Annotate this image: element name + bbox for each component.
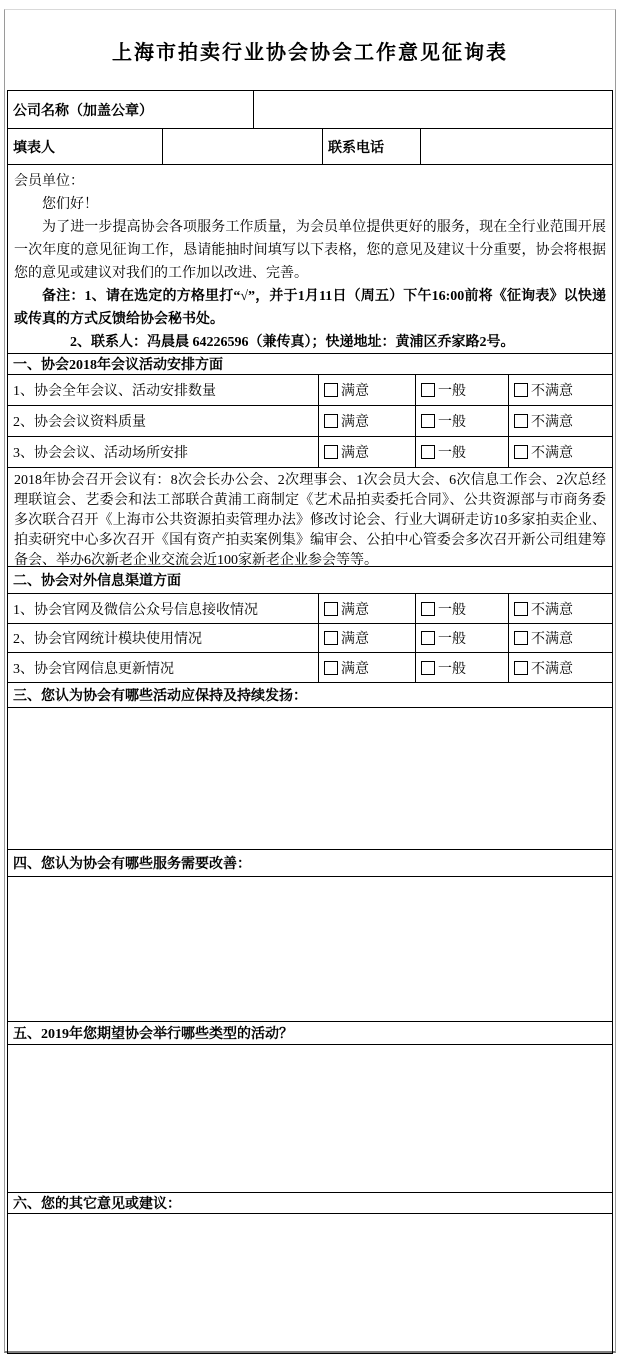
option-cell-unsatisfied [508, 594, 612, 623]
option-cell-neutral [415, 437, 508, 467]
section-three-title: 三、您认为协会有哪些活动应保持及持续发扬： [13, 689, 307, 704]
option-label: 满意 [341, 384, 369, 399]
option-label: 满意 [341, 415, 369, 430]
phone-input[interactable] [420, 129, 612, 164]
form-page [4, 9, 616, 1353]
checkbox-icon[interactable] [514, 602, 528, 616]
answer-area-5[interactable] [8, 1045, 612, 1192]
intro-row [8, 164, 612, 353]
filler-label: 填表人 [13, 140, 55, 156]
rating-row [8, 593, 612, 623]
answer-area-6[interactable] [8, 1214, 612, 1353]
option-cell-satisfied [318, 437, 415, 467]
title-block [7, 10, 613, 90]
option-cell-neutral [415, 624, 508, 652]
option-cell-unsatisfied [508, 437, 612, 467]
answer-area-4[interactable] [8, 877, 612, 1021]
section-five-title: 五、2019年您期望协会举行哪些类型的活动？ [13, 1027, 293, 1042]
option-cell-satisfied [318, 624, 415, 652]
form-table [7, 90, 613, 1354]
option-label: 不满意 [531, 602, 573, 618]
checkbox-icon[interactable] [324, 383, 338, 397]
option-label: 满意 [341, 632, 369, 647]
section-one-header [8, 353, 612, 374]
intro-note-1: 备注：1、请在选定的方格里打“√”，并于1月11日（周五）下午16:00前将《征询表》以快递或传真的方式反馈给协会秘书处。 [14, 289, 606, 327]
option-cell-neutral [415, 594, 508, 623]
checkbox-icon[interactable] [421, 383, 435, 397]
section-six-body [8, 1213, 612, 1353]
intro-text [8, 165, 612, 353]
section-six-title: 六、您的其它意见或建议： [13, 1197, 181, 1212]
rating-row [8, 436, 612, 467]
option-label: 满意 [341, 602, 369, 618]
phone-label: 联系电话 [322, 129, 420, 164]
rating-row [8, 405, 612, 436]
option-label: 不满意 [531, 415, 573, 430]
option-label: 一般 [438, 602, 466, 618]
section-one-title: 一、协会2018年会议活动安排方面 [13, 358, 223, 373]
checkbox-icon[interactable] [514, 631, 528, 645]
checkbox-icon[interactable] [421, 445, 435, 459]
option-cell-neutral [415, 653, 508, 682]
option-label: 一般 [438, 632, 466, 647]
checkbox-icon[interactable] [421, 661, 435, 675]
option-label: 不满意 [531, 632, 573, 647]
summary-2018-text: 2018年协会召开会议有：8次会长办公会、2次理事会、1次会员大会、6次信息工作会、2次总经理联谊会、艺委会和法工部联合黄浦工商制定《艺术品拍卖委托合同》、公共资源部与市商务委多次联合召开《上海市公共资源拍卖管理办法》修改讨论会、行业大调研走访10多家拍卖企业、拍卖研究中心多次召开《国有资产拍卖案例集》编审会、公拍中心管委会多次召开新公司组建筹备会、举办6次新老企业交流会近100家新老企业参会等等。 [14, 473, 606, 566]
company-row [8, 91, 612, 128]
company-label: 公司名称（加盖公章） [13, 103, 153, 119]
intro-note-2: 2、联系人：冯晨晨 64226596（兼传真）；快递地址：黄浦区乔家路2号。 [70, 335, 515, 350]
checkbox-icon[interactable] [324, 631, 338, 645]
filler-input[interactable] [162, 129, 322, 164]
rating-row-label: 3、协会会议、活动场所安排 [13, 446, 188, 461]
rating-row-label: 2、协会官网统计模块使用情况 [13, 632, 202, 647]
option-cell-unsatisfied [508, 375, 612, 405]
option-cell-satisfied [318, 594, 415, 623]
option-cell-neutral [415, 406, 508, 436]
checkbox-icon[interactable] [421, 414, 435, 428]
option-cell-unsatisfied [508, 653, 612, 682]
section-six-header [8, 1192, 612, 1213]
company-input[interactable] [253, 91, 612, 128]
page-title: 上海市拍卖行业协会协会工作意见征询表 [112, 41, 508, 64]
rating-row-label: 1、协会全年会议、活动安排数量 [13, 384, 216, 399]
option-label: 一般 [438, 446, 466, 461]
intro-body: 为了进一步提高协会各项服务工作质量，为会员单位提供更好的服务，现在全行业范围开展一次年度的意见征询工作，恳请能抽时间填写以下表格，您的意见及建议十分重要，协会将根据您的意见或建议对我们的工作加以改进、完善。 [14, 220, 606, 281]
checkbox-icon[interactable] [514, 661, 528, 675]
option-cell-unsatisfied [508, 624, 612, 652]
option-cell-neutral [415, 375, 508, 405]
section-two-header [8, 566, 612, 593]
option-cell-satisfied [318, 375, 415, 405]
checkbox-icon[interactable] [421, 602, 435, 616]
section-two-title: 二、协会对外信息渠道方面 [13, 574, 181, 589]
checkbox-icon[interactable] [324, 661, 338, 675]
filler-phone-row [8, 128, 612, 164]
option-cell-unsatisfied [508, 406, 612, 436]
checkbox-icon[interactable] [514, 414, 528, 428]
section-five-body [8, 1044, 612, 1192]
rating-row [8, 652, 612, 682]
rating-row-label: 1、协会官网及微信公众号信息接收情况 [13, 602, 258, 618]
option-label: 一般 [438, 415, 466, 430]
section-four-body [8, 876, 612, 1021]
summary-2018-row [8, 467, 612, 566]
option-label: 不满意 [531, 661, 573, 677]
intro-salutation: 会员单位： [14, 174, 84, 189]
rating-row [8, 374, 612, 405]
checkbox-icon[interactable] [324, 602, 338, 616]
section-four-title: 四、您认为协会有哪些服务需要改善： [13, 857, 251, 872]
option-label: 满意 [341, 446, 369, 461]
option-cell-satisfied [318, 406, 415, 436]
option-label: 一般 [438, 384, 466, 399]
section-five-header [8, 1021, 612, 1044]
section-three-body [8, 707, 612, 849]
rating-row [8, 623, 612, 652]
option-label: 不满意 [531, 446, 573, 461]
section-four-header [8, 849, 612, 876]
answer-area-3[interactable] [8, 708, 612, 849]
option-cell-satisfied [318, 653, 415, 682]
checkbox-icon[interactable] [324, 414, 338, 428]
checkbox-icon[interactable] [421, 631, 435, 645]
section-three-header [8, 682, 612, 707]
checkbox-icon[interactable] [514, 445, 528, 459]
checkbox-icon[interactable] [324, 445, 338, 459]
checkbox-icon[interactable] [514, 383, 528, 397]
rating-row-label: 3、协会官网信息更新情况 [13, 661, 174, 677]
rating-row-label: 2、协会会议资料质量 [13, 415, 146, 430]
option-label: 满意 [341, 661, 369, 677]
intro-greeting: 您们好！ [42, 197, 98, 212]
option-label: 一般 [438, 661, 466, 677]
option-label: 不满意 [531, 384, 573, 399]
